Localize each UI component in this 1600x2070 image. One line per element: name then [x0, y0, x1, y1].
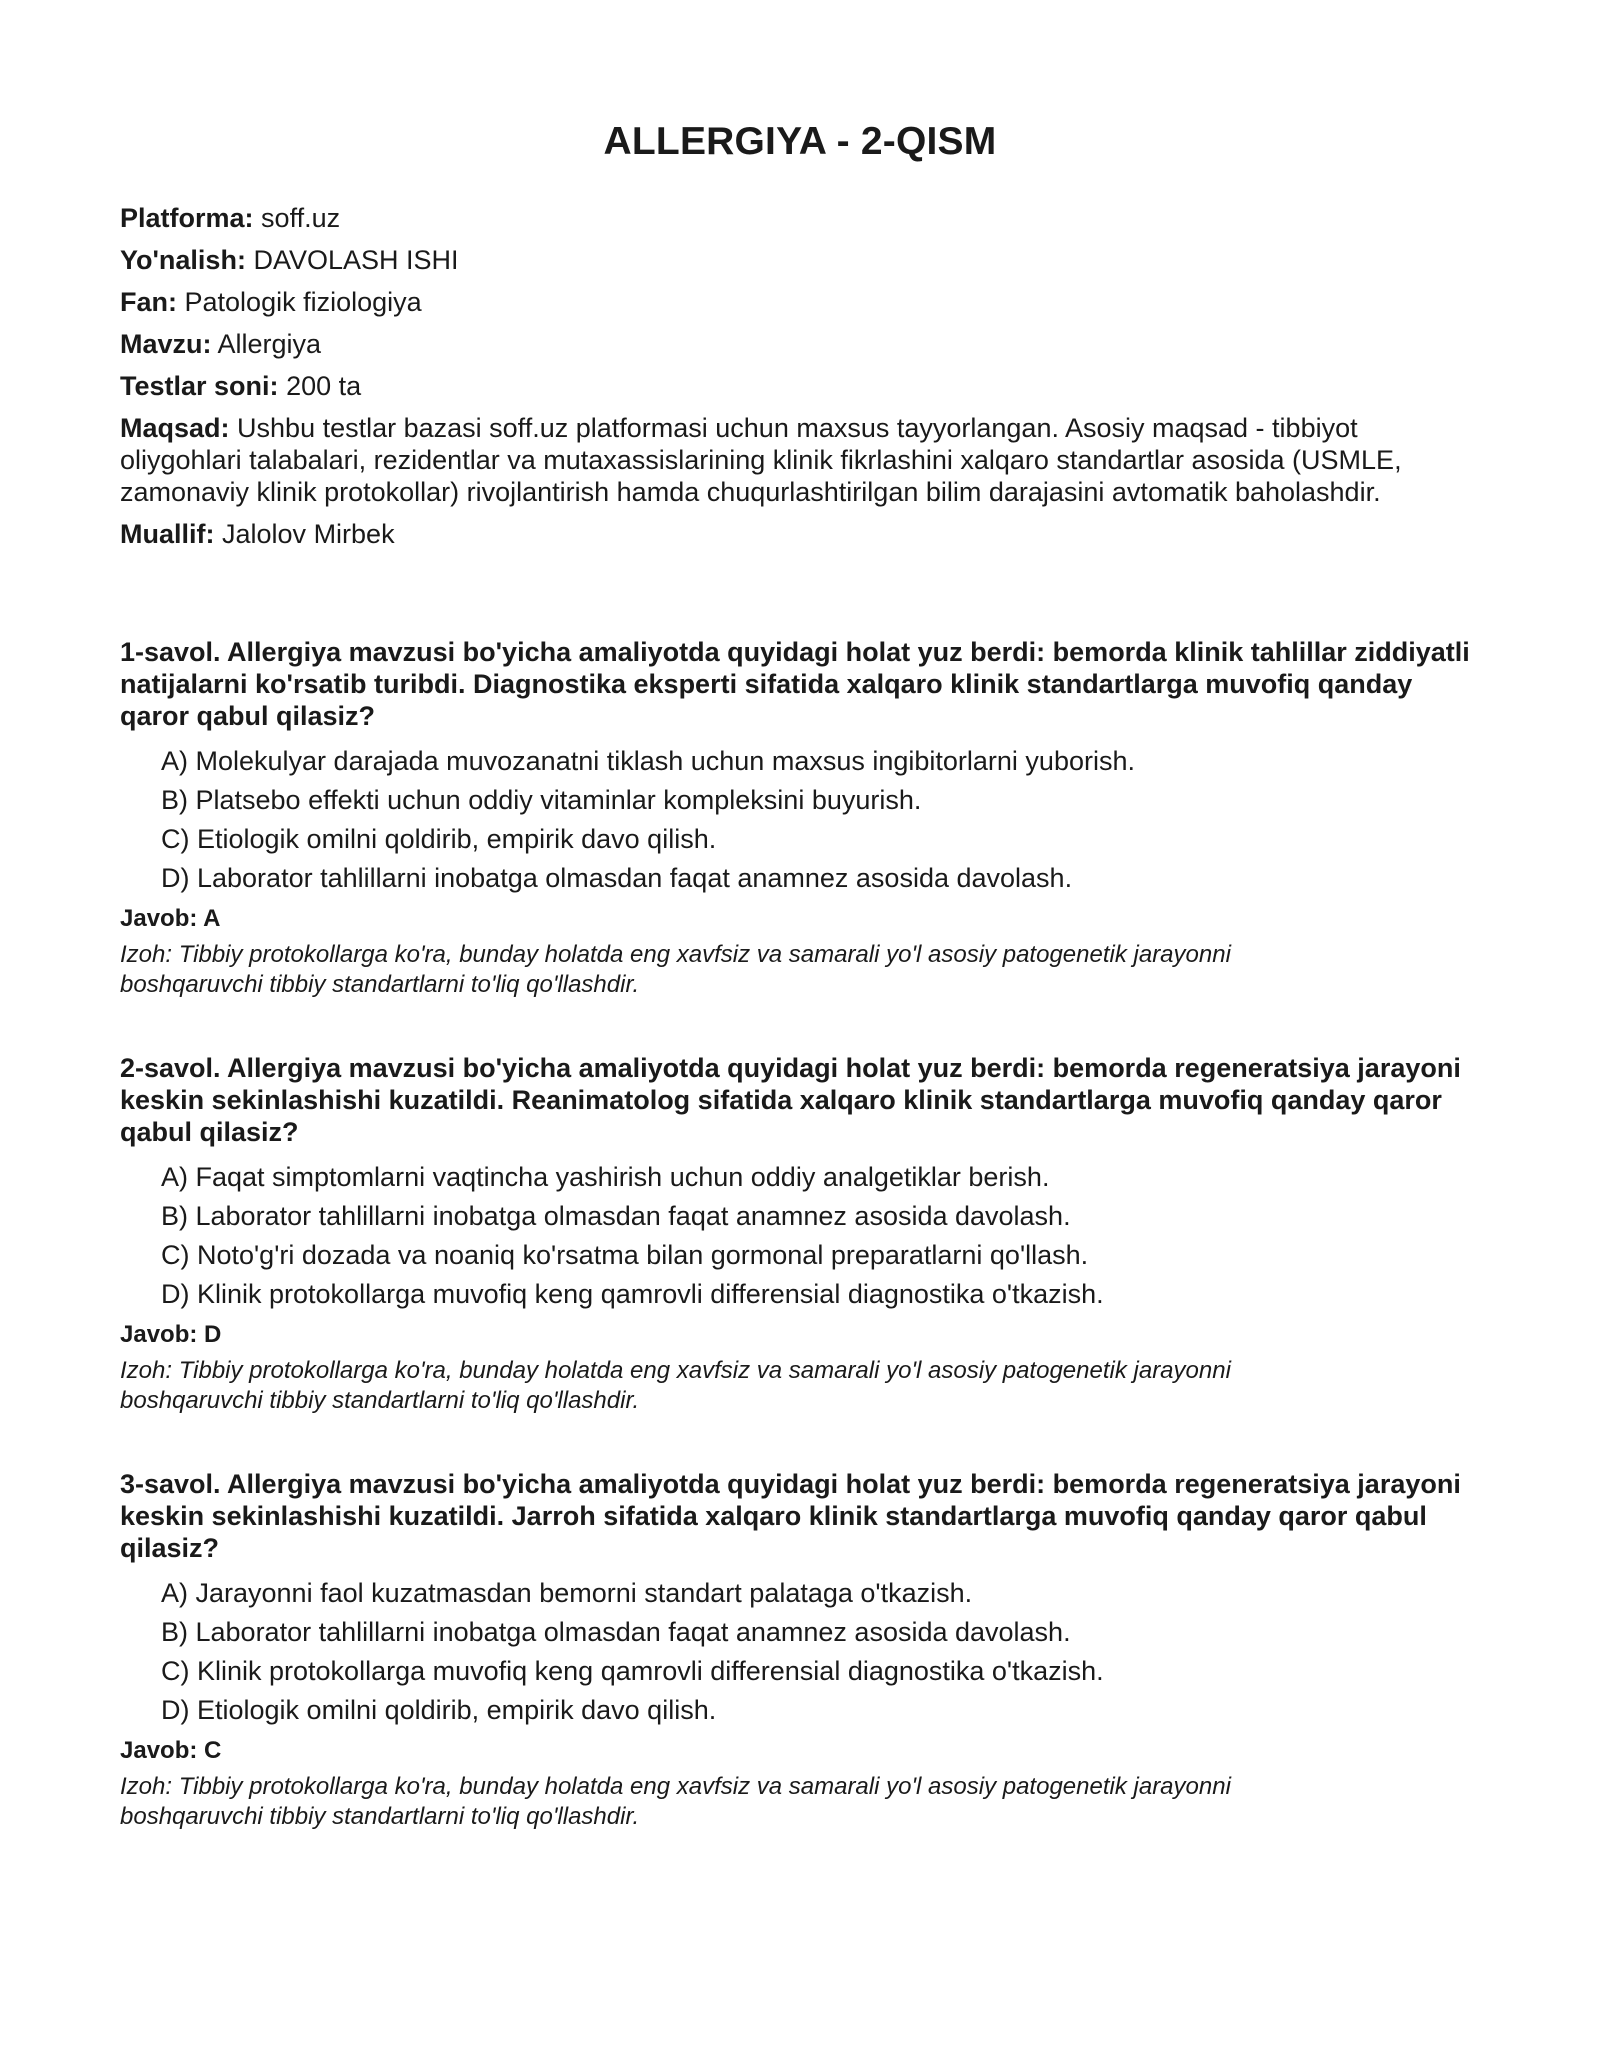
- answer-option: B) Laborator tahlillarni inobatga olmasdan faqat anamnez asosida davolash.: [161, 1201, 1071, 1231]
- answer-explanation: Izoh: Tibbiy protokollarga ko'ra, bunday holatda eng xavfsiz va samarali yo'l asosiy patogenetik jarayonni boshqaruvchi tibbiy standartlarni to'liq qo'llashdir.: [120, 1773, 1231, 1830]
- question-text: 1-savol. Allergiya mavzusi bo'yicha amaliyotda quyidagi holat yuz berdi: bemorda klinik tahlillar ziddiyatli natijalarni ko'rsatib turibdi. Diagnostika eksperti sifatida xalqaro klinik standartlarga muvofiq qanday qaror qabul qilasiz?: [120, 637, 1470, 731]
- answer-option: A) Jarayonni faol kuzatmasdan bemorni standart palataga o'tkazish.: [161, 1578, 973, 1608]
- question-block: [120, 1052, 1480, 1416]
- answer-option: C) Etiologik omilni qoldirib, empirik davo qilish.: [161, 824, 717, 854]
- meta-value: soff.uz: [261, 203, 341, 233]
- meta-value: DAVOLASH ISHI: [253, 245, 459, 275]
- answer-option: A) Molekulyar darajada muvozanatni tiklash uchun maxsus ingibitorlarni yuborish.: [161, 746, 1135, 776]
- answer-options: [120, 1161, 1480, 1310]
- meta-label: Platforma:: [120, 203, 254, 233]
- answer-option: D) Klinik protokollarga muvofiq keng qamrovli differensial diagnostika o'tkazish.: [161, 1279, 1104, 1309]
- answer-option: D) Etiologik omilni qoldirib, empirik davo qilish.: [161, 1695, 717, 1725]
- meta-label: Maqsad:: [120, 413, 230, 443]
- question-block: [120, 1468, 1480, 1832]
- answer-explanation: Izoh: Tibbiy protokollarga ko'ra, bunday holatda eng xavfsiz va samarali yo'l asosiy patogenetik jarayonni boshqaruvchi tibbiy standartlarni to'liq qo'llashdir.: [120, 1357, 1231, 1414]
- answer-option: C) Klinik protokollarga muvofiq keng qamrovli differensial diagnostika o'tkazish.: [161, 1656, 1104, 1686]
- correct-answer: Javob: A: [120, 905, 221, 932]
- meta-label: Muallif:: [120, 519, 215, 549]
- question-text: 3-savol. Allergiya mavzusi bo'yicha amaliyotda quyidagi holat yuz berdi: bemorda regeneratsiya jarayoni keskin sekinlashishi kuzatildi. Jarroh sifatida xalqaro klinik standartlarga muvofiq qanday qaror qabul qilasiz?: [120, 1469, 1461, 1563]
- correct-answer: Javob: C: [120, 1737, 222, 1764]
- answer-option: B) Platsebo effekti uchun oddiy vitaminlar kompleksini buyurish.: [161, 785, 922, 815]
- meta-label: Yo'nalish:: [120, 245, 246, 275]
- meta-purpose: [120, 412, 1460, 508]
- question-list: [120, 636, 1480, 1832]
- answer-option: D) Laborator tahlillarni inobatga olmasdan faqat anamnez asosida davolash.: [161, 863, 1073, 893]
- meta-value: Ushbu testlar bazasi soff.uz platformasi uchun maxsus tayyorlangan. Asosiy maqsad - tibbiyot oliygohlari talabalari, rezidentlar va mutaxassislarining klinik fikrlashini xalqaro standartlar asosida (USMLE, zamonaviy klinik protokollar) rivojlantirish hamda chuqurlashtirilgan bilim darajasini avtomatik baholashdir.: [120, 413, 1402, 507]
- meta-value: 200 ta: [286, 371, 362, 401]
- meta-direction: [120, 244, 1480, 276]
- meta-label: Fan:: [120, 287, 177, 317]
- question-text: 2-savol. Allergiya mavzusi bo'yicha amaliyotda quyidagi holat yuz berdi: bemorda regeneratsiya jarayoni keskin sekinlashishi kuzatildi. Reanimatolog sifatida xalqaro klinik standartlarga muvofiq qanday qaror qabul qilasiz?: [120, 1053, 1461, 1147]
- meta-label: Testlar soni:: [120, 371, 279, 401]
- meta-author: [120, 518, 1480, 550]
- answer-options: [120, 745, 1480, 894]
- answer-options: [120, 1577, 1480, 1726]
- answer-explanation: Izoh: Tibbiy protokollarga ko'ra, bunday holatda eng xavfsiz va samarali yo'l asosiy patogenetik jarayonni boshqaruvchi tibbiy standartlarni to'liq qo'llashdir.: [120, 941, 1231, 998]
- answer-option: B) Laborator tahlillarni inobatga olmasdan faqat anamnez asosida davolash.: [161, 1617, 1071, 1647]
- meta-test-count: [120, 370, 1480, 402]
- meta-platform: [120, 202, 1480, 234]
- meta-value: Allergiya: [217, 329, 322, 359]
- meta-topic: [120, 328, 1480, 360]
- meta-label: Mavzu:: [120, 329, 212, 359]
- answer-option: C) Noto'g'ri dozada va noaniq ko'rsatma bilan gormonal preparatlarni qo'llash.: [161, 1240, 1089, 1270]
- answer-option: A) Faqat simptomlarni vaqtincha yashirish uchun oddiy analgetiklar berish.: [161, 1162, 1050, 1192]
- document-page: [120, 120, 1480, 1884]
- meta-value: Patologik fiziologiya: [184, 287, 422, 317]
- correct-answer: Javob: D: [120, 1321, 222, 1348]
- meta-subject: [120, 286, 1480, 318]
- document-meta: [120, 202, 1480, 550]
- document-title: ALLERGIYA - 2-QISM: [603, 120, 997, 163]
- question-block: [120, 636, 1480, 1000]
- meta-value: Jalolov Mirbek: [222, 519, 395, 549]
